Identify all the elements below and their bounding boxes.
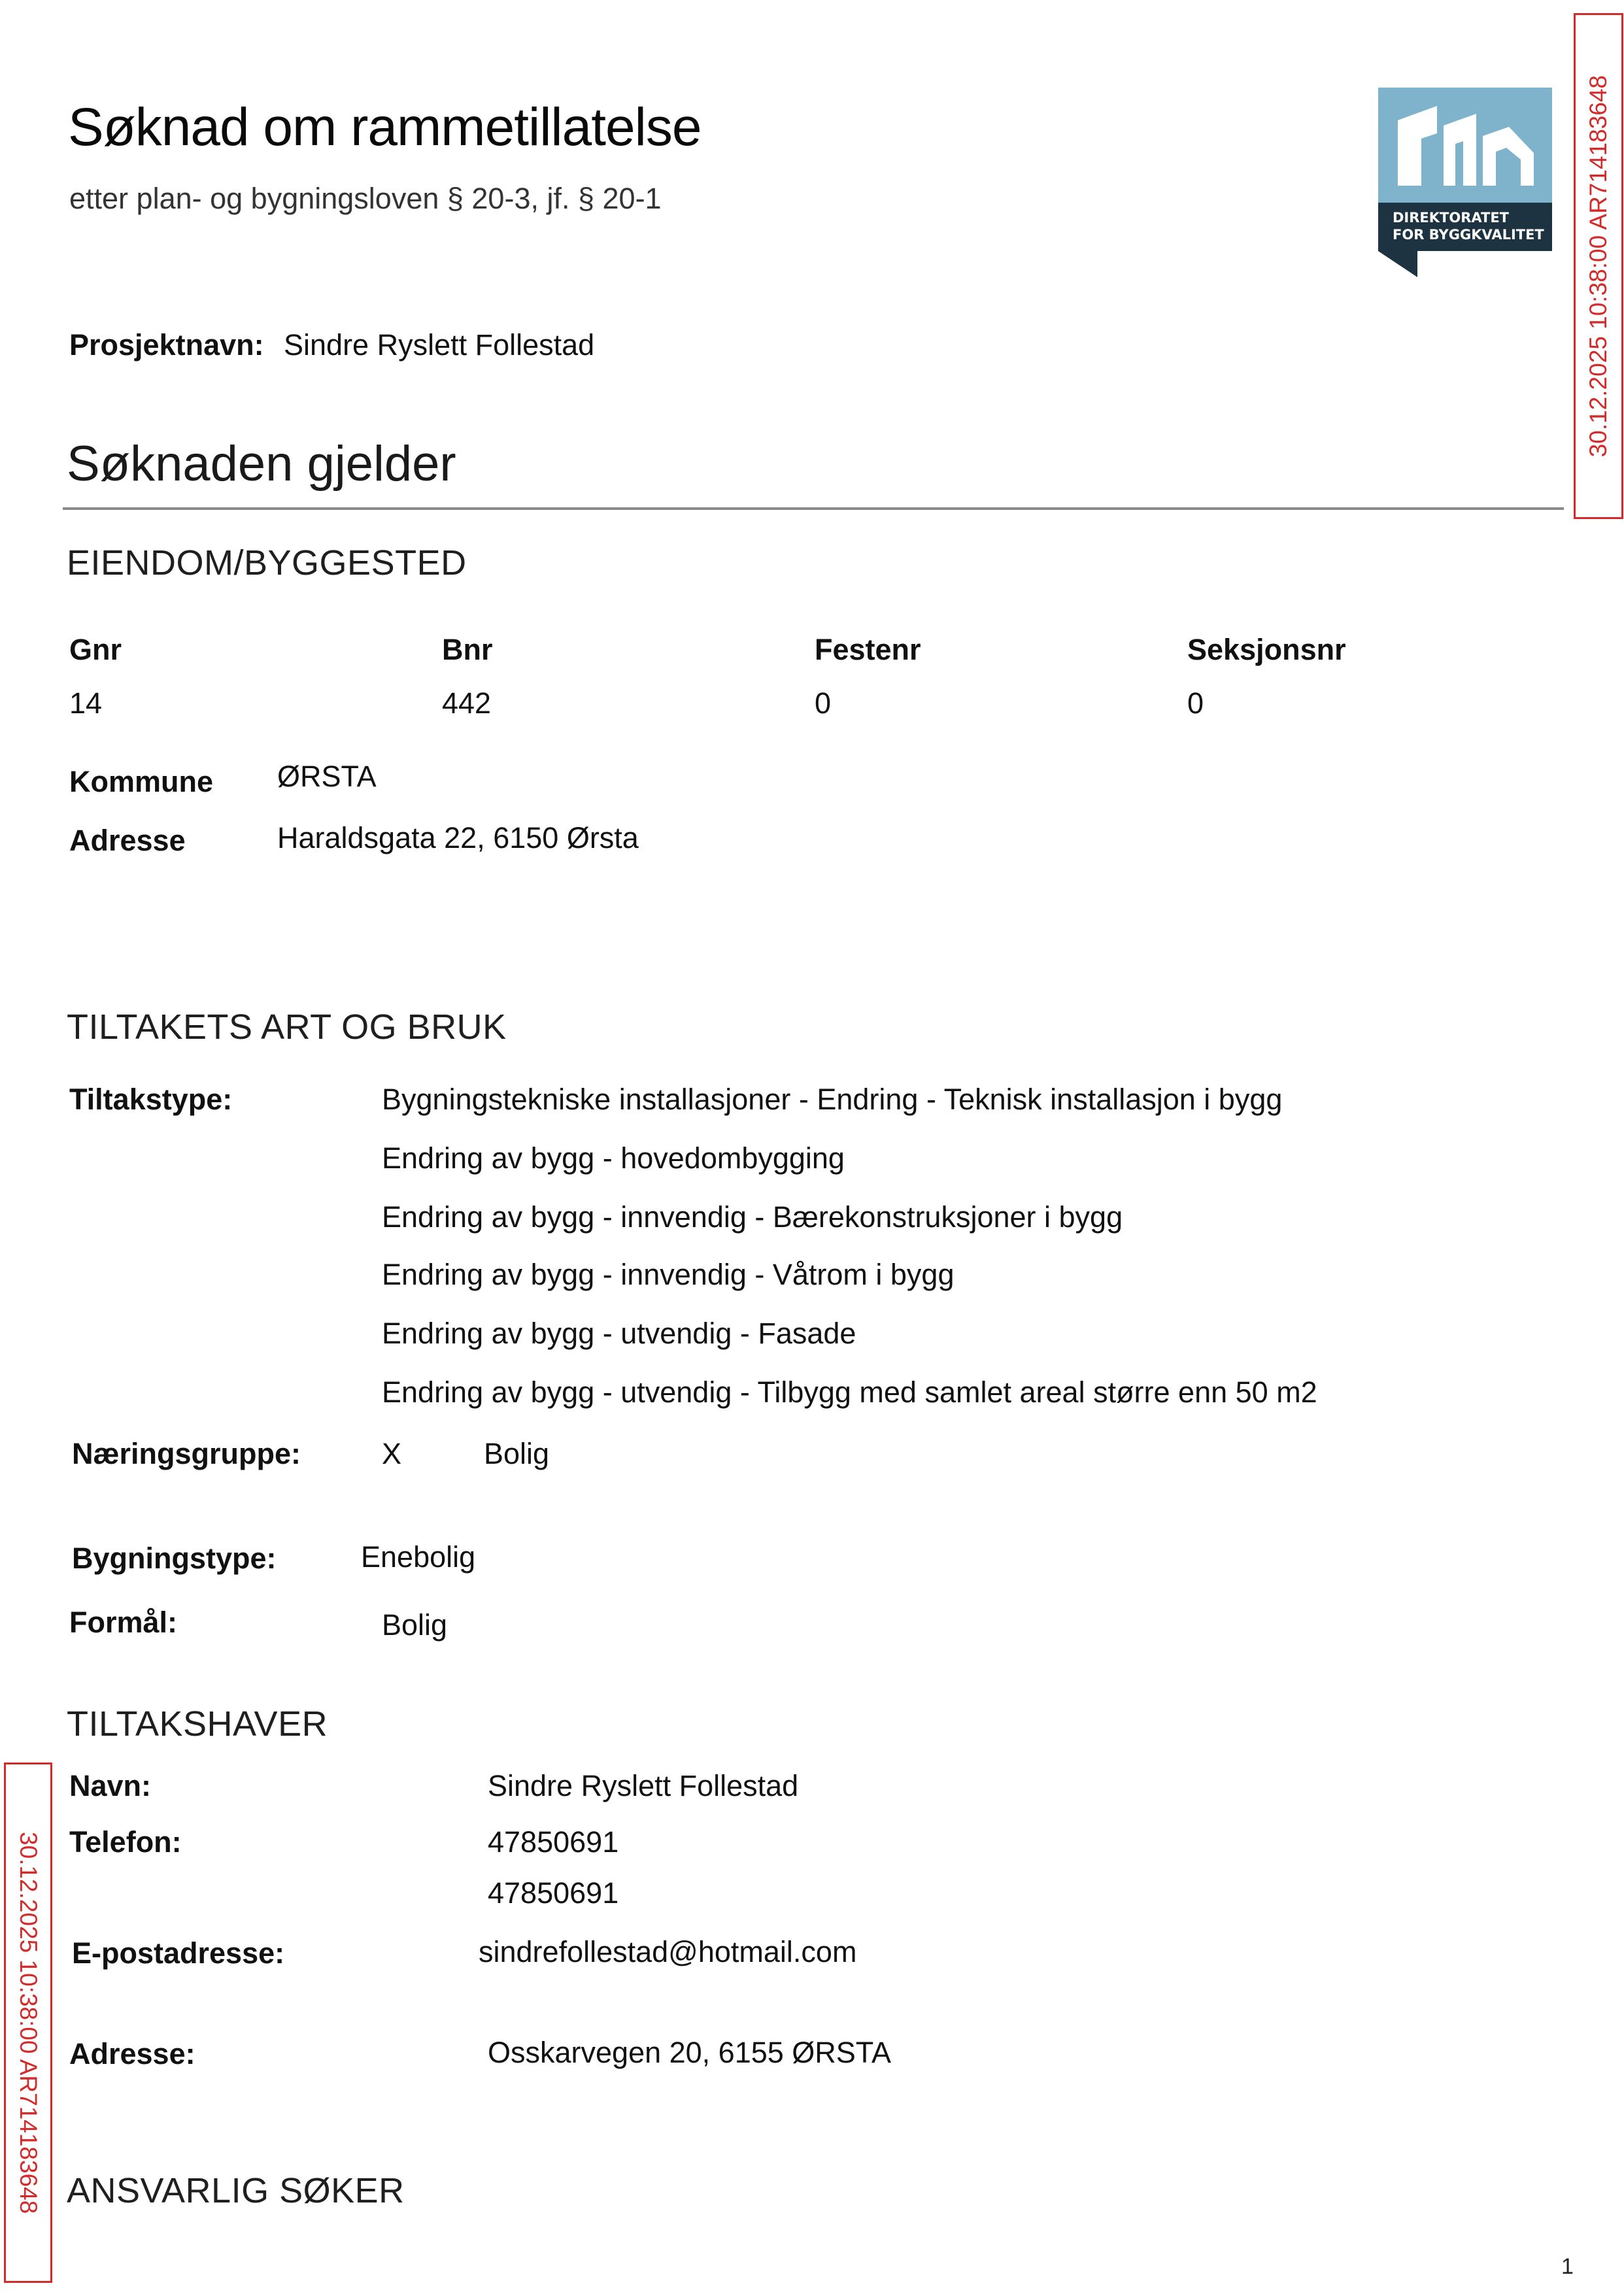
naeringsgruppe-label: Næringsgruppe: (72, 1437, 301, 1470)
kommune-label: Kommune (69, 765, 214, 798)
tiltakshaver-heading: TILTAKSHAVER (67, 1704, 328, 1744)
received-stamp-right-text: 30.12.2025 10:38:00 AR714183648 (1585, 75, 1612, 458)
tiltakshaver-phone-label: Telefon: (69, 1825, 182, 1859)
naeringsgruppe-mark: X (382, 1437, 402, 1470)
naeringsgruppe-value: Bolig (484, 1437, 550, 1470)
dibk-logo (1378, 88, 1552, 277)
tiltakshaver-address-value: Osskarvegen 20, 6155 ØRSTA (488, 2036, 891, 2069)
ansvarlig-soker-heading: ANSVARLIG SØKER (67, 2171, 405, 2210)
tiltakstype-item: Endring av bygg - innvendig - Bærekonstruksjoner i bygg (382, 1200, 1123, 1234)
tiltakstype-item: Endring av bygg - utvendig - Tilbygg med samlet areal større enn 50 m2 (382, 1375, 1317, 1409)
logo-text-line2: FOR BYGGKVALITET (1393, 227, 1544, 243)
gnr-label: Gnr (69, 633, 122, 666)
gnr-value: 14 (69, 686, 103, 720)
section-heading: Søknaden gjelder (67, 436, 456, 492)
formaal-label: Formål: (69, 1606, 178, 1639)
festenr-value: 0 (815, 686, 832, 720)
bnr-label: Bnr (442, 633, 493, 666)
document-title: Søknad om rammetillatelse (68, 97, 702, 157)
tiltakshaver-name-label: Navn: (69, 1769, 152, 1802)
tiltakstype-item: Endring av bygg - hovedombygging (382, 1141, 845, 1175)
kommune-value: ØRSTA (277, 760, 377, 793)
property-address-value: Haraldsgata 22, 6150 Ørsta (277, 821, 639, 854)
tiltakshaver-phone-value: 47850691 (488, 1825, 619, 1859)
received-stamp-left (4, 1763, 52, 2283)
seksjonsnr-value: 0 (1187, 686, 1204, 720)
project-name-label: Prosjektnavn: (69, 328, 264, 362)
tiltakstype-item: Bygningstekniske installasjoner - Endring - Teknisk installasjon i bygg (382, 1083, 1283, 1116)
received-stamp-right (1574, 13, 1623, 519)
logo-text-line1: DIREKTORATET (1393, 210, 1509, 226)
bygningstype-label: Bygningstype: (72, 1542, 277, 1575)
bnr-value: 442 (442, 686, 492, 720)
page-number: 1 (1561, 2254, 1574, 2279)
bygningstype-value: Enebolig (361, 1540, 476, 1574)
tiltakshaver-address-label: Adresse: (69, 2037, 195, 2070)
received-stamp-left-text: 30.12.2025 10:38:00 AR714183648 (15, 1831, 42, 2214)
tiltakstype-item: Endring av bygg - utvendig - Fasade (382, 1317, 856, 1350)
document-subtitle: etter plan- og bygningsloven § 20-3, jf. § 20-1 (69, 182, 662, 215)
tiltakshaver-email-value: sindrefollestad@hotmail.com (479, 1935, 857, 1968)
tiltakshaver-phone-value: 47850691 (488, 1876, 619, 1910)
seksjonsnr-label: Seksjonsnr (1187, 633, 1346, 666)
festenr-label: Festenr (815, 633, 921, 666)
property-heading: EIENDOM/BYGGESTED (67, 543, 467, 582)
property-address-label: Adresse (69, 824, 186, 857)
tiltakshaver-email-label: E-postadresse: (72, 1936, 285, 1970)
tiltakshaver-name-value: Sindre Ryslett Follestad (488, 1769, 799, 1802)
dibk-logo-graphic (1378, 88, 1552, 277)
tiltakstype-item: Endring av bygg - innvendig - Våtrom i bygg (382, 1258, 955, 1291)
formaal-value: Bolig (382, 1608, 448, 1642)
tiltak-heading: TILTAKETS ART OG BRUK (67, 1007, 507, 1047)
project-name-value: Sindre Ryslett Follestad (284, 328, 595, 362)
section-divider (63, 507, 1564, 510)
tiltakstype-label: Tiltakstype: (69, 1083, 233, 1116)
